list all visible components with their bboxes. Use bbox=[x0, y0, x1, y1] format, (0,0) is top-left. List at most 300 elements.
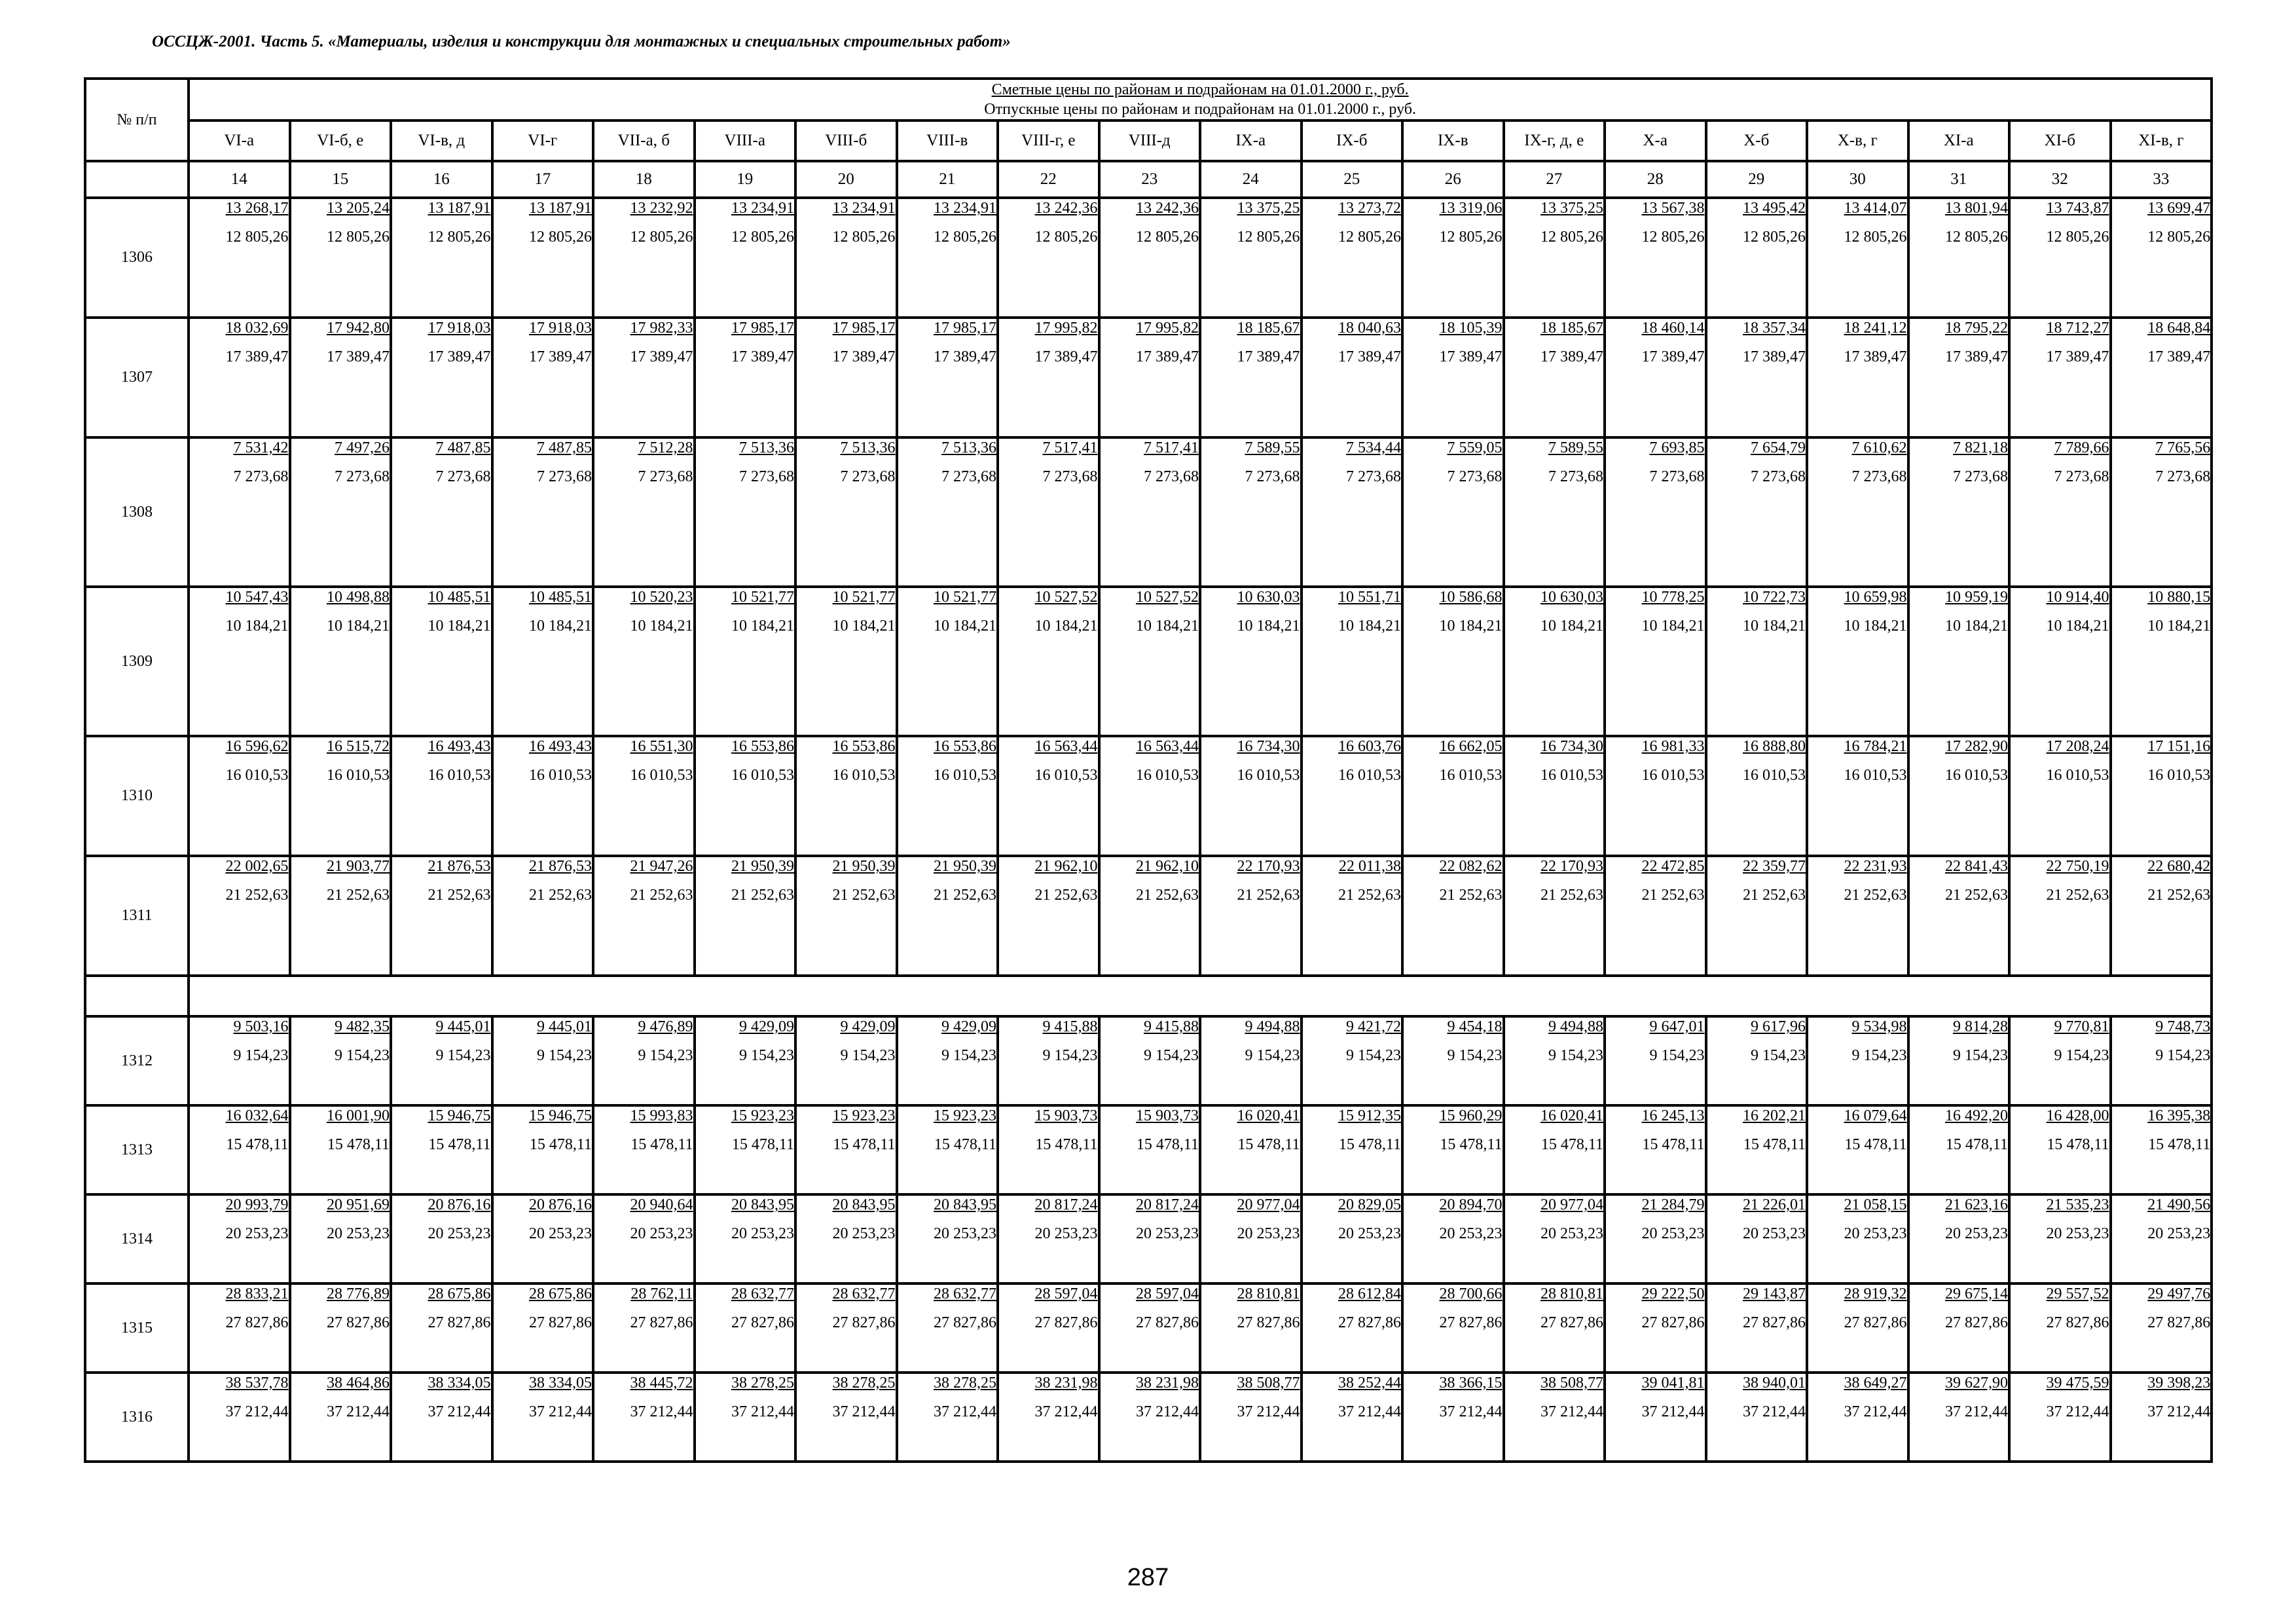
release-price: 9 154,23 bbox=[1042, 1047, 1098, 1064]
estimate-price: 9 814,28 bbox=[1953, 1018, 2008, 1035]
release-price: 12 805,26 bbox=[832, 229, 896, 246]
estimate-price: 10 520,23 bbox=[630, 589, 693, 606]
estimate-price: 21 058,15 bbox=[1844, 1196, 1907, 1213]
release-price: 17 389,47 bbox=[225, 348, 289, 365]
column-number: 19 bbox=[695, 161, 796, 198]
estimate-price: 15 923,23 bbox=[934, 1107, 996, 1124]
estimate-price: 28 810,81 bbox=[1237, 1285, 1300, 1302]
estimate-price: 17 982,33 bbox=[630, 320, 693, 337]
estimate-price: 10 630,03 bbox=[1540, 589, 1603, 606]
release-price: 17 389,47 bbox=[1439, 348, 1503, 365]
release-price: 37 212,44 bbox=[1338, 1403, 1401, 1420]
estimate-price: 18 241,12 bbox=[1844, 320, 1907, 337]
estimate-price: 20 977,04 bbox=[1540, 1196, 1603, 1213]
price-cell bbox=[1200, 1194, 1302, 1283]
price-cell bbox=[1908, 1373, 2010, 1462]
price-cell bbox=[2111, 1016, 2212, 1105]
price-cell bbox=[189, 1105, 290, 1194]
price-cell bbox=[2111, 1283, 2212, 1373]
price-cell bbox=[1402, 856, 1504, 976]
price-cell bbox=[695, 1105, 796, 1194]
price-cell bbox=[391, 1105, 492, 1194]
price-cell bbox=[593, 1283, 695, 1373]
price-cell bbox=[1302, 1373, 1403, 1462]
estimate-price: 17 282,90 bbox=[1945, 738, 2008, 755]
estimate-price: 16 079,64 bbox=[1844, 1107, 1907, 1124]
estimate-price: 10 485,51 bbox=[529, 589, 592, 606]
document-header: ОССЦЖ-2001. Часть 5. «Материалы, изделия и конструкции для монтажных и специальных строительных работ» bbox=[152, 33, 1011, 50]
price-cell bbox=[1504, 1283, 1605, 1373]
price-cell bbox=[593, 856, 695, 976]
estimate-price: 10 498,88 bbox=[327, 589, 390, 606]
estimate-price: 9 476,89 bbox=[638, 1018, 693, 1035]
estimate-price: 20 940,64 bbox=[630, 1196, 693, 1213]
price-cell bbox=[1200, 198, 1302, 318]
estimate-price: 17 985,17 bbox=[731, 320, 794, 337]
price-cell bbox=[1706, 1105, 1808, 1194]
price-cell bbox=[695, 1373, 796, 1462]
estimate-price: 10 521,77 bbox=[934, 589, 996, 606]
estimate-price: 17 985,17 bbox=[832, 320, 896, 337]
release-price: 21 252,63 bbox=[1136, 887, 1199, 904]
table-row bbox=[85, 318, 2212, 437]
region-header: IX-б bbox=[1302, 120, 1403, 161]
release-price: 21 252,63 bbox=[1743, 887, 1806, 904]
price-cell bbox=[795, 1105, 897, 1194]
estimate-price: 38 537,78 bbox=[225, 1375, 289, 1392]
price-cell bbox=[1200, 587, 1302, 736]
price-cell bbox=[795, 1194, 897, 1283]
estimate-price: 18 795,22 bbox=[1945, 320, 2008, 337]
price-cell bbox=[695, 198, 796, 318]
price-cell bbox=[2009, 736, 2111, 856]
table-body bbox=[85, 79, 2212, 1462]
region-header: X-б bbox=[1706, 120, 1808, 161]
estimate-price: 13 319,06 bbox=[1439, 200, 1503, 217]
column-number-row bbox=[85, 161, 2212, 198]
price-cell bbox=[1099, 1194, 1201, 1283]
release-price: 15 478,11 bbox=[1642, 1136, 1705, 1153]
price-cell bbox=[1402, 1194, 1504, 1283]
region-header: VIII-д bbox=[1099, 120, 1201, 161]
price-cell bbox=[1099, 1373, 1201, 1462]
price-cell bbox=[2111, 1194, 2212, 1283]
price-cell bbox=[2009, 437, 2111, 587]
release-price: 20 253,23 bbox=[832, 1225, 896, 1242]
region-header: XI-б bbox=[2009, 120, 2111, 161]
estimate-price: 20 993,79 bbox=[225, 1196, 289, 1213]
release-price: 27 827,86 bbox=[630, 1314, 693, 1331]
release-price: 7 273,68 bbox=[1245, 468, 1300, 485]
price-cell bbox=[1706, 198, 1808, 318]
estimate-price: 13 495,42 bbox=[1743, 200, 1806, 217]
estimate-price: 16 551,30 bbox=[630, 738, 693, 755]
estimate-price: 9 482,35 bbox=[335, 1018, 390, 1035]
estimate-price: 7 559,05 bbox=[1447, 439, 1503, 456]
price-cell bbox=[1807, 1373, 1908, 1462]
release-price: 37 212,44 bbox=[428, 1403, 491, 1420]
estimate-price: 9 770,81 bbox=[2054, 1018, 2109, 1035]
price-cell bbox=[1706, 318, 1808, 437]
estimate-price: 16 596,62 bbox=[225, 738, 289, 755]
row-number: 1315 bbox=[85, 1283, 189, 1373]
release-price: 16 010,53 bbox=[2046, 767, 2109, 784]
release-price: 10 184,21 bbox=[327, 618, 390, 635]
estimate-price: 38 649,27 bbox=[1844, 1375, 1907, 1392]
release-price: 17 389,47 bbox=[2046, 348, 2109, 365]
price-cell bbox=[795, 587, 897, 736]
estimate-price: 21 903,77 bbox=[327, 858, 390, 875]
table-row bbox=[85, 1283, 2212, 1373]
estimate-price: 29 143,87 bbox=[1743, 1285, 1806, 1302]
release-price: 10 184,21 bbox=[731, 618, 794, 635]
release-price: 12 805,26 bbox=[1945, 229, 2008, 246]
release-price: 27 827,86 bbox=[1540, 1314, 1603, 1331]
price-cell bbox=[1200, 856, 1302, 976]
estimate-price: 38 252,44 bbox=[1338, 1375, 1401, 1392]
estimate-price: 15 903,73 bbox=[1136, 1107, 1199, 1124]
release-price: 37 212,44 bbox=[1034, 1403, 1098, 1420]
release-price: 10 184,21 bbox=[1540, 618, 1603, 635]
row-number: 1311 bbox=[85, 856, 189, 976]
estimate-price: 38 231,98 bbox=[1034, 1375, 1098, 1392]
region-header: VI-г bbox=[492, 120, 594, 161]
release-price: 17 389,47 bbox=[1237, 348, 1300, 365]
estimate-price: 7 512,28 bbox=[638, 439, 693, 456]
price-cell bbox=[1908, 1016, 2010, 1105]
price-cell bbox=[2009, 198, 2111, 318]
estimate-price: 16 734,30 bbox=[1237, 738, 1300, 755]
estimate-price: 28 675,86 bbox=[428, 1285, 491, 1302]
release-price: 20 253,23 bbox=[428, 1225, 491, 1242]
estimate-price: 38 464,86 bbox=[327, 1375, 390, 1392]
price-cell bbox=[391, 587, 492, 736]
price-cell bbox=[1200, 1105, 1302, 1194]
price-cell bbox=[897, 1016, 998, 1105]
estimate-price: 10 527,52 bbox=[1034, 589, 1098, 606]
estimate-price: 9 503,16 bbox=[233, 1018, 289, 1035]
price-cell bbox=[1908, 1283, 2010, 1373]
table-row bbox=[85, 1194, 2212, 1283]
price-cell bbox=[998, 318, 1099, 437]
estimate-price: 22 472,85 bbox=[1641, 858, 1705, 875]
estimate-price: 10 527,52 bbox=[1136, 589, 1199, 606]
release-price: 20 253,23 bbox=[1237, 1225, 1300, 1242]
table-row bbox=[85, 1016, 2212, 1105]
release-price: 16 010,53 bbox=[1641, 767, 1705, 784]
price-cell bbox=[795, 856, 897, 976]
release-price: 7 273,68 bbox=[941, 468, 996, 485]
price-cell bbox=[998, 198, 1099, 318]
estimate-price: 16 428,00 bbox=[2046, 1107, 2109, 1124]
estimate-price: 15 946,75 bbox=[428, 1107, 491, 1124]
release-price: 7 273,68 bbox=[2054, 468, 2109, 485]
price-cell bbox=[1504, 1373, 1605, 1462]
release-price: 17 389,47 bbox=[428, 348, 491, 365]
price-cell bbox=[1200, 736, 1302, 856]
release-price: 20 253,23 bbox=[1338, 1225, 1401, 1242]
release-price: 9 154,23 bbox=[739, 1047, 794, 1064]
price-cell bbox=[795, 1016, 897, 1105]
column-number: 24 bbox=[1200, 161, 1302, 198]
price-cell bbox=[189, 1016, 290, 1105]
release-price: 17 389,47 bbox=[630, 348, 693, 365]
estimate-price: 10 586,68 bbox=[1439, 589, 1503, 606]
estimate-price: 13 268,17 bbox=[225, 200, 289, 217]
price-cell bbox=[1605, 437, 1706, 587]
release-price: 9 154,23 bbox=[1548, 1047, 1603, 1064]
price-cell bbox=[492, 1373, 594, 1462]
price-cell bbox=[1706, 856, 1808, 976]
price-cell bbox=[1908, 736, 2010, 856]
estimate-price: 29 675,14 bbox=[1945, 1285, 2008, 1302]
estimate-price: 13 234,91 bbox=[934, 200, 996, 217]
release-price: 12 805,26 bbox=[225, 229, 289, 246]
price-cell bbox=[391, 1283, 492, 1373]
price-cell bbox=[1504, 856, 1605, 976]
release-price: 27 827,86 bbox=[832, 1314, 896, 1331]
release-price: 16 010,53 bbox=[731, 767, 794, 784]
price-cell bbox=[1302, 437, 1403, 587]
release-price: 15 478,11 bbox=[2148, 1136, 2211, 1153]
estimate-price: 10 722,73 bbox=[1743, 589, 1806, 606]
price-cell bbox=[897, 1373, 998, 1462]
price-cell bbox=[1908, 1194, 2010, 1283]
price-cell bbox=[290, 736, 392, 856]
price-cell bbox=[593, 1194, 695, 1283]
estimate-price: 21 535,23 bbox=[2046, 1196, 2109, 1213]
price-cell bbox=[1402, 1373, 1504, 1462]
price-table bbox=[84, 77, 2213, 1463]
region-header: IX-а bbox=[1200, 120, 1302, 161]
release-price: 20 253,23 bbox=[2147, 1225, 2211, 1242]
estimate-price: 21 623,16 bbox=[1945, 1196, 2008, 1213]
price-cell bbox=[1706, 736, 1808, 856]
price-cell bbox=[897, 318, 998, 437]
estimate-price: 21 876,53 bbox=[428, 858, 491, 875]
estimate-price: 9 421,72 bbox=[1346, 1018, 1401, 1035]
release-price: 20 253,23 bbox=[529, 1225, 592, 1242]
price-cell bbox=[1807, 1283, 1908, 1373]
estimate-price: 20 817,24 bbox=[1136, 1196, 1199, 1213]
estimate-price: 21 226,01 bbox=[1743, 1196, 1806, 1213]
release-price: 9 154,23 bbox=[1751, 1047, 1806, 1064]
release-price: 27 827,86 bbox=[1945, 1314, 2008, 1331]
release-price: 15 478,11 bbox=[1136, 1136, 1199, 1153]
price-cell bbox=[1099, 318, 1201, 437]
release-price: 20 253,23 bbox=[1743, 1225, 1806, 1242]
price-cell bbox=[795, 198, 897, 318]
release-price: 7 273,68 bbox=[1144, 468, 1199, 485]
price-cell bbox=[1706, 1016, 1808, 1105]
release-price: 21 252,63 bbox=[731, 887, 794, 904]
price-cell bbox=[695, 856, 796, 976]
release-price: 7 273,68 bbox=[1042, 468, 1098, 485]
release-price: 15 478,11 bbox=[1540, 1136, 1603, 1153]
release-price: 20 253,23 bbox=[327, 1225, 390, 1242]
release-price: 10 184,21 bbox=[1338, 618, 1401, 635]
price-cell bbox=[2009, 318, 2111, 437]
release-price: 17 389,47 bbox=[731, 348, 794, 365]
estimate-price: 16 001,90 bbox=[327, 1107, 390, 1124]
release-price: 37 212,44 bbox=[630, 1403, 693, 1420]
release-price: 12 805,26 bbox=[529, 229, 592, 246]
price-cell bbox=[897, 1283, 998, 1373]
price-cell bbox=[897, 437, 998, 587]
price-cell bbox=[1504, 198, 1605, 318]
price-cell bbox=[1908, 1105, 2010, 1194]
release-price: 16 010,53 bbox=[1743, 767, 1806, 784]
price-cell bbox=[1706, 1373, 1808, 1462]
release-price: 20 253,23 bbox=[1034, 1225, 1098, 1242]
price-cell bbox=[1099, 587, 1201, 736]
price-cell bbox=[695, 1194, 796, 1283]
release-price: 9 154,23 bbox=[1346, 1047, 1401, 1064]
column-number: 30 bbox=[1807, 161, 1908, 198]
price-cell bbox=[1605, 856, 1706, 976]
price-cell bbox=[1200, 1016, 1302, 1105]
estimate-price: 17 995,82 bbox=[1136, 320, 1199, 337]
estimate-price: 16 981,33 bbox=[1641, 738, 1705, 755]
column-number: 23 bbox=[1099, 161, 1201, 198]
price-cell bbox=[1504, 318, 1605, 437]
release-price: 10 184,21 bbox=[1136, 618, 1199, 635]
price-cell bbox=[695, 736, 796, 856]
estimate-price: 7 517,41 bbox=[1144, 439, 1199, 456]
region-header: X-в, г bbox=[1807, 120, 1908, 161]
estimate-price: 20 876,16 bbox=[529, 1196, 592, 1213]
price-cell bbox=[998, 1105, 1099, 1194]
table-row bbox=[85, 587, 2212, 736]
estimate-price: 17 208,24 bbox=[2046, 738, 2109, 755]
price-cell bbox=[1200, 1373, 1302, 1462]
price-cell bbox=[1302, 587, 1403, 736]
estimate-price: 38 278,25 bbox=[832, 1375, 896, 1392]
release-price: 7 273,68 bbox=[840, 468, 896, 485]
estimate-price: 16 662,05 bbox=[1439, 738, 1503, 755]
estimate-price: 18 460,14 bbox=[1641, 320, 1705, 337]
estimate-price: 10 521,77 bbox=[731, 589, 794, 606]
release-price: 9 154,23 bbox=[2054, 1047, 2109, 1064]
price-cell bbox=[492, 198, 594, 318]
release-price: 7 273,68 bbox=[2155, 468, 2211, 485]
release-price: 7 273,68 bbox=[335, 468, 390, 485]
estimate-price: 22 841,43 bbox=[1945, 858, 2008, 875]
estimate-price: 9 494,88 bbox=[1548, 1018, 1603, 1035]
release-price: 15 478,11 bbox=[833, 1136, 896, 1153]
estimate-price: 10 914,40 bbox=[2046, 589, 2109, 606]
estimate-price: 7 693,85 bbox=[1649, 439, 1705, 456]
price-cell bbox=[1302, 198, 1403, 318]
release-price: 12 805,26 bbox=[934, 229, 996, 246]
price-cell bbox=[1605, 198, 1706, 318]
release-price: 12 805,26 bbox=[1439, 229, 1503, 246]
release-price: 10 184,21 bbox=[1844, 618, 1907, 635]
release-price: 10 184,21 bbox=[225, 618, 289, 635]
estimate-price: 20 829,05 bbox=[1338, 1196, 1401, 1213]
release-price: 15 478,11 bbox=[1743, 1136, 1806, 1153]
estimate-price: 16 784,21 bbox=[1844, 738, 1907, 755]
price-cell bbox=[189, 1373, 290, 1462]
estimate-price: 20 977,04 bbox=[1237, 1196, 1300, 1213]
estimate-price: 29 497,76 bbox=[2147, 1285, 2211, 1302]
table-row bbox=[85, 1105, 2212, 1194]
estimate-price: 22 002,65 bbox=[225, 858, 289, 875]
release-price: 21 252,63 bbox=[1844, 887, 1907, 904]
price-cell bbox=[189, 856, 290, 976]
release-price: 20 253,23 bbox=[630, 1225, 693, 1242]
price-cell bbox=[1302, 1283, 1403, 1373]
estimate-price: 13 743,87 bbox=[2046, 200, 2109, 217]
release-price: 27 827,86 bbox=[1136, 1314, 1199, 1331]
release-price: 37 212,44 bbox=[1540, 1403, 1603, 1420]
price-cell bbox=[1807, 856, 1908, 976]
estimate-price: 39 627,90 bbox=[1945, 1375, 2008, 1392]
price-cell bbox=[1807, 1194, 1908, 1283]
price-cell bbox=[1402, 587, 1504, 736]
estimate-price: 21 962,10 bbox=[1034, 858, 1098, 875]
release-price: 16 010,53 bbox=[934, 767, 996, 784]
estimate-price: 13 699,47 bbox=[2147, 200, 2211, 217]
release-price: 9 154,23 bbox=[1144, 1047, 1199, 1064]
release-price: 20 253,23 bbox=[2046, 1225, 2109, 1242]
price-cell bbox=[492, 856, 594, 976]
estimate-price: 21 950,39 bbox=[832, 858, 896, 875]
price-cell bbox=[1402, 198, 1504, 318]
table-row bbox=[85, 856, 2212, 976]
price-cell bbox=[1302, 1105, 1403, 1194]
estimate-price: 7 497,26 bbox=[335, 439, 390, 456]
price-cell bbox=[2111, 856, 2212, 976]
estimate-price: 16 553,86 bbox=[731, 738, 794, 755]
estimate-price: 18 648,84 bbox=[2147, 320, 2211, 337]
estimate-price: 38 508,77 bbox=[1237, 1375, 1300, 1392]
price-cell bbox=[1807, 587, 1908, 736]
estimate-price: 21 490,56 bbox=[2147, 1196, 2211, 1213]
release-price: 16 010,53 bbox=[832, 767, 896, 784]
release-price: 15 478,11 bbox=[1440, 1136, 1503, 1153]
release-price: 10 184,21 bbox=[1034, 618, 1098, 635]
release-price: 12 805,26 bbox=[1641, 229, 1705, 246]
price-cell bbox=[391, 1373, 492, 1462]
price-cell bbox=[593, 736, 695, 856]
estimate-price: 15 923,23 bbox=[731, 1107, 794, 1124]
release-price: 12 805,26 bbox=[1844, 229, 1907, 246]
release-price: 9 154,23 bbox=[2155, 1047, 2211, 1064]
release-price: 21 252,63 bbox=[428, 887, 491, 904]
price-cell bbox=[290, 1105, 392, 1194]
release-price: 17 389,47 bbox=[1136, 348, 1199, 365]
row-number-header: № п/п bbox=[85, 79, 189, 161]
price-cell bbox=[998, 736, 1099, 856]
price-cell bbox=[290, 1373, 392, 1462]
estimate-price: 16 493,43 bbox=[529, 738, 592, 755]
release-price: 37 212,44 bbox=[529, 1403, 592, 1420]
release-price: 27 827,86 bbox=[225, 1314, 289, 1331]
estimate-price: 7 487,85 bbox=[435, 439, 491, 456]
price-cell bbox=[1302, 1194, 1403, 1283]
release-price: 37 212,44 bbox=[2147, 1403, 2211, 1420]
release-price: 17 389,47 bbox=[1641, 348, 1705, 365]
estimate-price: 38 940,01 bbox=[1743, 1375, 1806, 1392]
price-cell bbox=[1908, 856, 2010, 976]
release-price: 15 478,11 bbox=[1237, 1136, 1300, 1153]
release-price: 7 273,68 bbox=[1548, 468, 1603, 485]
estimate-price: 9 415,88 bbox=[1144, 1018, 1199, 1035]
estimate-price: 18 712,27 bbox=[2046, 320, 2109, 337]
price-cell bbox=[391, 318, 492, 437]
price-cell bbox=[1302, 1016, 1403, 1105]
